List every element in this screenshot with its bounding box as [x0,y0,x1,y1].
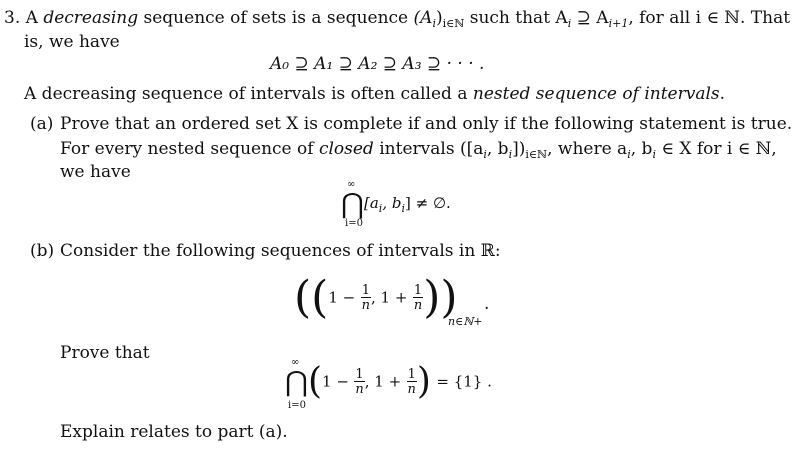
problem-number: 3. [4,8,21,28]
fraction-den: n [407,382,416,397]
part-a-line-3: we have [60,162,131,182]
math: ] ≠ ∅. [405,194,451,212]
intersection-symbol-b: ⋂ [285,365,308,398]
text: such that A [464,8,568,28]
fraction-den: n [413,298,423,313]
outer-close-paren: )) [423,272,458,323]
set-chain: A₀ ⊇ A₁ ⊇ A₂ ⊇ A₃ ⊇ · · · . [270,54,485,74]
fraction-den: n [355,382,364,397]
math: 1 − [328,288,356,307]
problem-line-1 [4,8,791,30]
interval-expression [364,194,451,215]
math-sub: i [432,17,436,30]
math: , b [486,139,509,159]
cap-lower-limit-b: i=0 [288,400,306,411]
math-sub: i [627,148,631,161]
cap-upper-limit: ∞ [347,179,356,190]
text: A [25,8,44,28]
sequence-index: n∈ℕ+ [448,315,483,328]
math: , 1 + [371,288,408,307]
part-a-line-1: Prove that an ordered set X is complete if and only if the following statement is true. [60,114,792,134]
text: A decreasing sequence of intervals is often called a [24,84,473,104]
math-sub: i [652,148,656,161]
intersection-expression [308,361,492,402]
part-b-line-1: Consider the following sequences of intervals in ℝ: [60,241,501,261]
outer-open-paren: (( [294,272,329,323]
fraction-num: 1 [361,283,370,298]
math: 1 − [322,372,349,391]
text: sequence of sets is a sequence [138,8,414,28]
part-b-label: (b) [30,241,55,261]
fraction [361,284,371,312]
math-sub: i∈ℕ [525,148,548,161]
math-sub: i [378,202,383,215]
intersection-symbol: ⋂ [341,187,364,220]
fraction-num: 1 [355,367,364,382]
sequence-expression [294,272,458,323]
close-paren: ) [416,361,431,402]
math: ⊇ A [571,8,609,28]
text: For every nested sequence of [60,139,319,159]
problem-line-3 [24,86,725,103]
fraction-num: 1 [413,283,423,298]
math-sub: i [401,202,405,215]
emph-decreasing: decreasing [43,8,139,28]
cap-upper-limit-b: ∞ [291,357,300,368]
text: , for all i ∈ ℕ. That [628,8,791,28]
open-paren: ( [308,361,323,402]
math: [a [364,194,379,212]
fraction-num: 1 [407,367,416,382]
math: ]) [512,139,526,159]
emph-closed: closed [318,139,374,159]
text: , where a [547,139,628,159]
math: ) [435,8,443,28]
result-set: = {1} . [436,372,492,391]
math: intervals ([a [373,139,484,159]
math-sub: i+1 [608,17,629,30]
math-sub: i [508,148,513,161]
math: , 1 + [364,372,402,391]
part-a-line-2 [60,139,777,161]
math: , b [382,194,402,212]
math-sub: i [483,148,487,161]
fraction [407,368,417,396]
part-a-label: (a) [30,114,54,134]
emph-nested: nested sequence of intervals [472,84,720,104]
fraction-den: n [361,298,371,313]
math: (A [413,8,433,28]
fraction [354,368,364,396]
math-sub: i [567,17,572,30]
text: . [719,84,726,104]
fraction [413,284,423,312]
cap-lower-limit: i=0 [345,218,363,229]
prove-that: Prove that [60,343,150,363]
math: , b [630,139,653,159]
problem-line-2: is, we have [24,32,120,52]
sequence-period: . [484,294,490,314]
explain-line: Explain relates to part (a). [60,422,288,442]
text: ∈ X for i ∈ ℕ, [655,139,777,159]
math-sub: i∈ℕ [442,17,465,30]
